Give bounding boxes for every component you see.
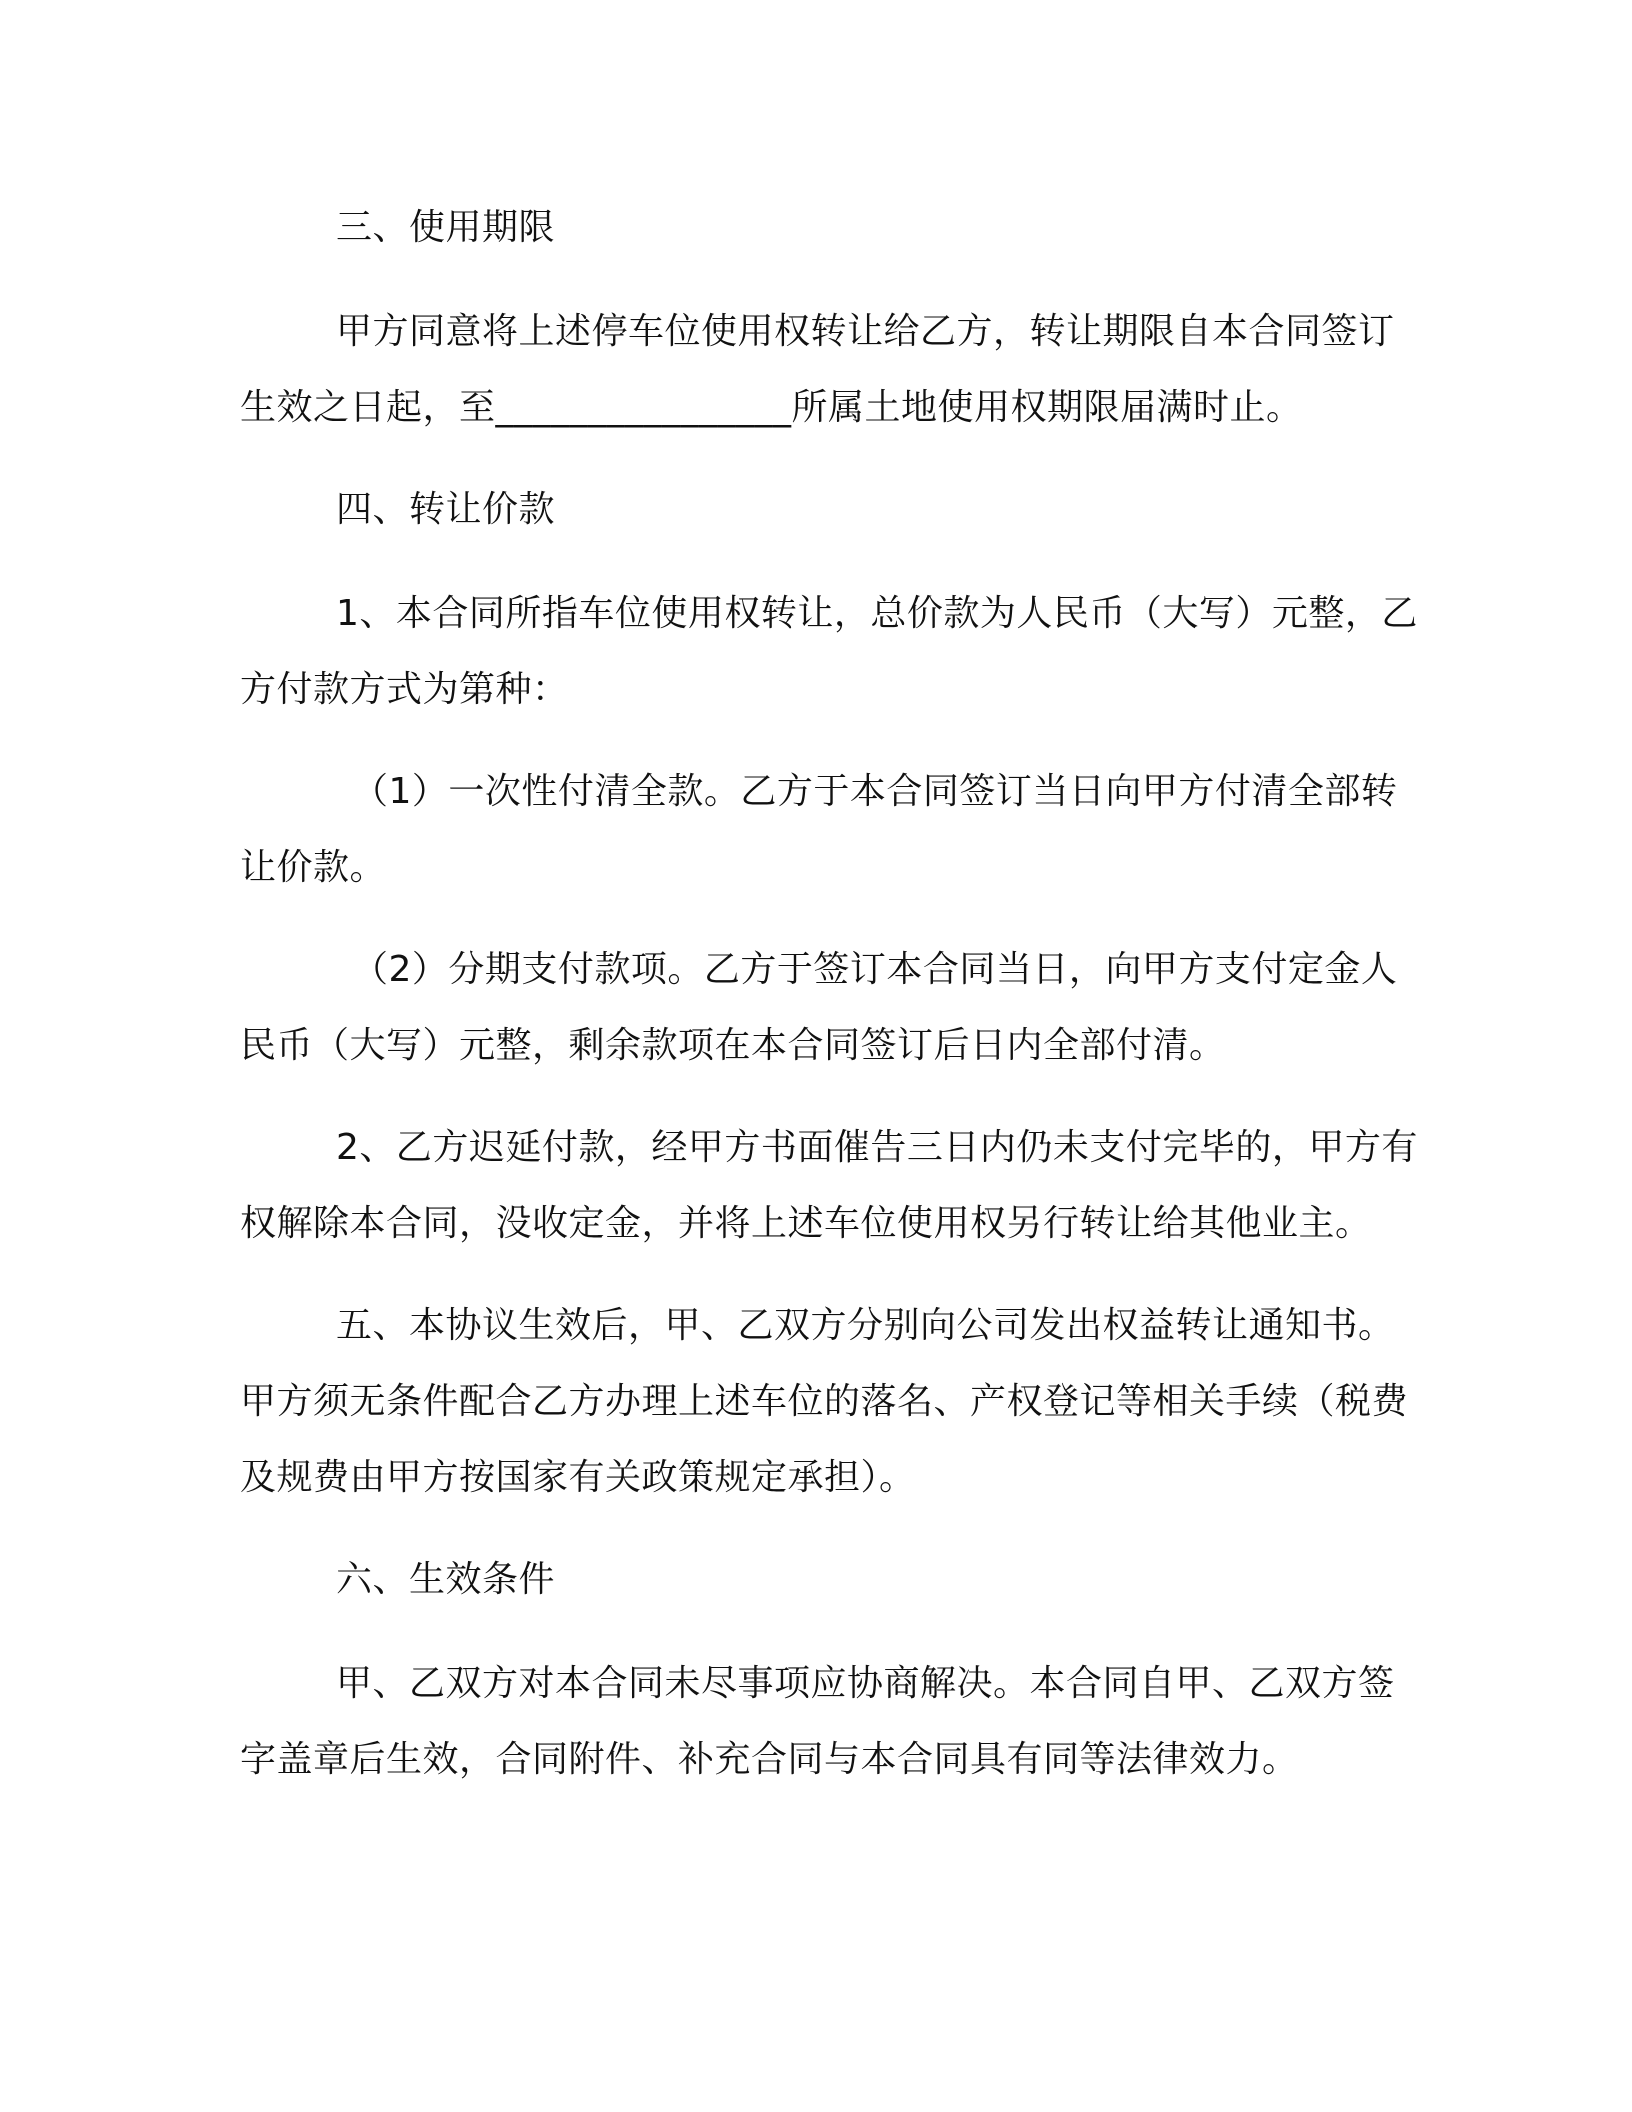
- paragraph-late-payment: 2、乙方迟延付款，经甲方书面催告三日内仍未支付完毕的，甲方有权解除本合同，没收定金，并将上述车位使用权另行转让给其他业主。: [240, 1127, 1418, 1244]
- paragraph-effective-conditions: 甲、乙双方对本合同未尽事项应协商解决。本合同自甲、乙双方签字盖章后生效，合同附件、补充合同与本合同具有同等法律效力。: [240, 1663, 1395, 1780]
- section-heading-effective-conditions: 六、生效条件: [336, 1559, 556, 1600]
- section-heading-price: 四、转让价款: [336, 489, 556, 530]
- paragraph-payment-option-2: （2）分期支付款项。乙方于签订本合同当日，向甲方支付定金人民币（大写）元整，剩余款项在本合同签订后日内全部付清。: [240, 949, 1398, 1066]
- paragraph-term-description: 甲方同意将上述停车位使用权转让给乙方，转让期限自本合同签订生效之日起，至________________所属土地使用权期限届满时止。: [240, 311, 1395, 428]
- paragraph-payment-option-1: （1）一次性付清全款。乙方于本合同签订当日向甲方付清全部转让价款。: [240, 771, 1398, 888]
- document-body: [240, 190, 1420, 1824]
- section-heading-term: 三、使用期限: [336, 207, 556, 248]
- paragraph-total-price: 1、本合同所指车位使用权转让，总价款为人民币（大写）元整，乙方付款方式为第种：: [240, 593, 1418, 710]
- paragraph-transfer-notice: 五、本协议生效后，甲、乙双方分别向公司发出权益转让通知书。甲方须无条件配合乙方办理上述车位的落名、产权登记等相关手续（税费及规费由甲方按国家有关政策规定承担）。: [240, 1305, 1409, 1498]
